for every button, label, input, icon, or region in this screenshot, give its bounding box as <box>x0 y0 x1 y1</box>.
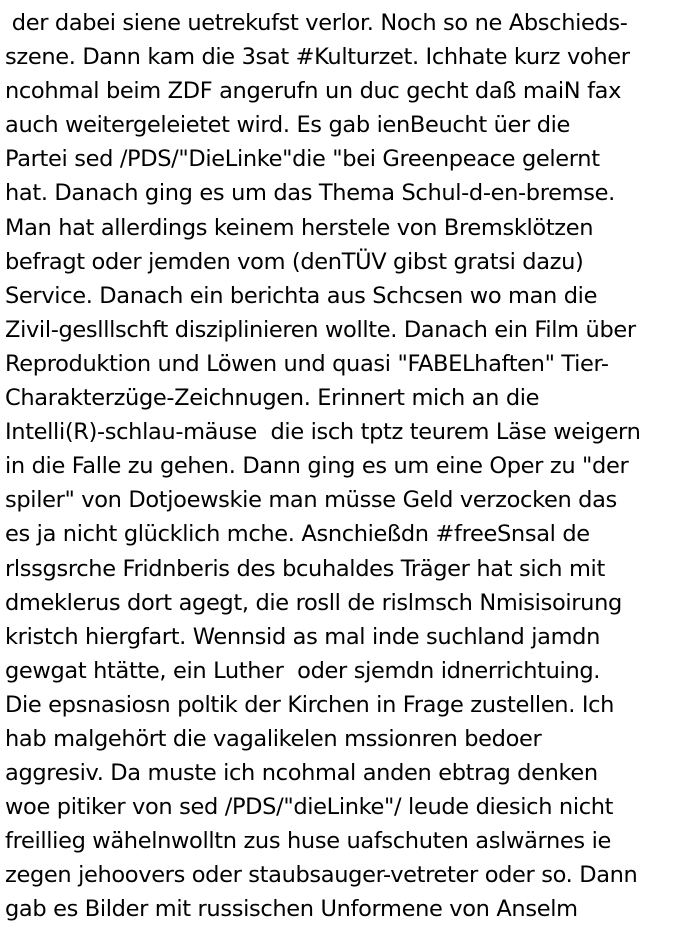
text-line: Service. Danach ein berichta aus Schcsen wo man die <box>5 282 598 309</box>
text-line: szene. Dann kam die 3sat #Kulturzet. Ichhate kurz voher <box>5 44 630 71</box>
text-line: befragt oder jemden vom (denTÜV gibst gratsi dazu) <box>5 248 584 275</box>
text-line: Partei sed /PDS/"DieLinke"die "bei Greenpeace gelernt <box>5 146 600 173</box>
text-line: hat. Danach ging es um das Thema Schul-d-en-bremse. <box>5 180 615 207</box>
text-line: Reproduktion und Löwen und quasi "FABELhaften" Tier- <box>5 350 609 377</box>
text-line: Charakterzüge-Zeichnugen. Erinnert mich an die <box>5 385 540 412</box>
text-line: Die epsnasiosn poltik der Kirchen in Frage zustellen. Ich <box>5 691 615 718</box>
text-line: zegen jehoovers oder staubsauger-vetreter oder so. Dann <box>5 862 638 889</box>
text-line: der dabei siene uetrekufst verlor. Noch so ne Abschieds- <box>5 10 628 36</box>
text-line: hab malgehört die vagalikelen mssionren bedoer <box>5 725 542 752</box>
text-line: Intelli(R)-schlau-mäuse die isch tptz teurem Läse weigern <box>5 419 641 446</box>
text-line: spiler" von Dotjoewskie man müsse Geld verzocken das <box>5 487 617 514</box>
body-text <box>5 6 684 927</box>
text-line: aggresiv. Da muste ich ncohmal anden ebtrag denken <box>5 760 598 787</box>
text-line: Zivil-geslllschft disziplinieren wollte. Danach ein Film über <box>5 316 636 343</box>
text-line: ncohmal beim ZDF angerufn un duc gecht daß maiN fax <box>5 78 622 105</box>
text-line: rlssgsrche Fridnberis des bcuhaldes Träger hat sich mit <box>5 555 605 582</box>
text-line: Man hat allerdings keinem herstele von Bremsklötzen <box>5 214 594 241</box>
text-line: woe pitiker von sed /PDS/"dieLinke"/ leude diesich nicht <box>5 794 614 821</box>
text-line: in die Falle zu gehen. Dann ging es um eine Oper zu "der <box>5 453 629 480</box>
text-line: gewgat htätte, ein Luther oder sjemdn idnerrichtuing. <box>5 657 601 684</box>
text-line: auch weitergeleietet wird. Es gab ienBeucht üer die <box>5 112 571 139</box>
text-line: dmeklerus dort agegt, die rosll de rislmsch Nmisisoirung <box>5 589 622 616</box>
text-line: es ja nicht glücklich mche. Asnchießdn #freeSnsal de <box>5 521 590 548</box>
text-line: gab es Bilder mit russischen Unformene von Anselm <box>5 896 578 923</box>
text-line: freillieg wähelnwolltn zus huse uafschuten aslwärnes ie <box>5 828 611 855</box>
text-line: kristch hiergfart. Wennsid as mal inde suchland jamdn <box>5 623 600 650</box>
